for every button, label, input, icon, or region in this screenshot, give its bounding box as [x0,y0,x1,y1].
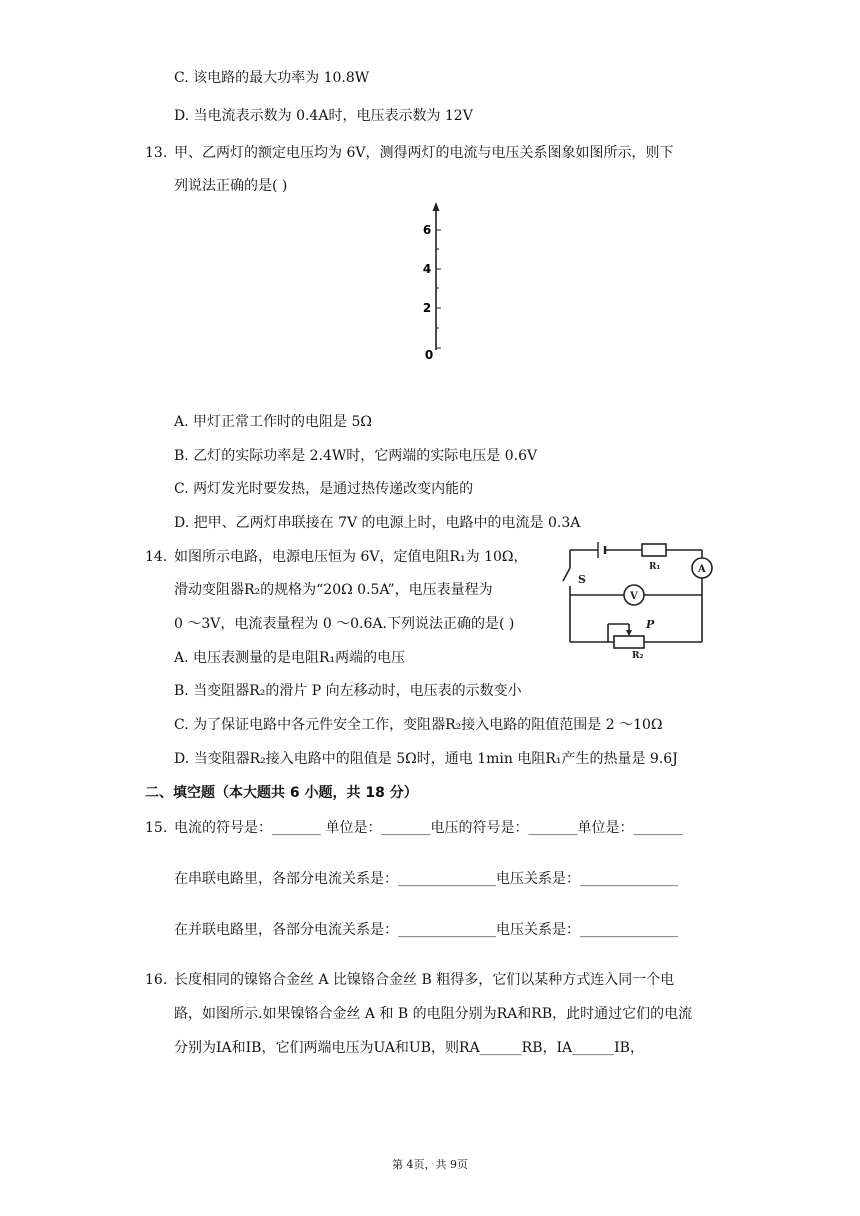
q14-option-b: B. 当变阻器R₂的滑片 P 向左移动时，电压表的示数变小 [174,683,522,699]
q13-option-b: B. 乙灯的实际功率是 2.4W时，它两端的实际电压是 0.6V [174,448,538,464]
switch-label: S [578,573,586,586]
question-13-stem-line2: 列说法正确的是( ) [174,178,288,194]
q14-option-d: D. 当变阻器R₂接入电路中的阻值是 5Ω时，通电 1min 电阻R₁产生的热量是 9.6J [174,751,678,767]
question-15-line3: 在并联电路里，各部分电流关系是：______________电压关系是：______________ [174,922,678,938]
question-16-line3: 分别为IA和IB，它们两端电压为UA和UB，则RA______RB，IA______IB， [174,1040,644,1056]
r2-label: R₂ [632,651,644,658]
r1-label: R₁ [649,562,661,572]
graph-tick-label: 6 [422,223,432,237]
q12-option-d: D. 当电流表示数为 0.4A时，电压表示数为 12V [174,108,473,124]
slider-p-label: P [646,618,655,631]
q13-option-c: C. 两灯发光时要发热，是通过热传递改变内能的 [174,481,474,497]
q13-option-a: A. 甲灯正常工作时的电阻是 5Ω [174,414,372,430]
q13-option-d: D. 把甲、乙两灯串联接在 7V 的电源上时，电路中的电流是 0.3A [174,515,581,531]
section-heading-fill-in: 二、填空题（本大题共 6 小题，共 18 分） [145,785,418,801]
question-15-number: 15. [145,820,168,836]
q12-option-c: C. 该电路的最大功率为 10.8W [174,70,370,86]
question-15-line1: 电流的符号是：_______ 单位是：_______电压的符号是：_______单位是：_______ [174,820,683,836]
question-13-number: 13. [145,145,168,161]
graph-axis-arrow [433,202,440,211]
question-16-number: 16. [145,972,168,988]
q14-option-c: C. 为了保证电路中各元件安全工作，变阻器R₂接入电路的阻值范围是 2 ～10Ω [174,717,663,733]
page-footer: 第 4页，共 9页 [392,1158,468,1171]
question-13-stem-line1: 甲、乙两灯的额定电压均为 6V，测得两灯的电流与电压关系图象如图所示，则下 [174,145,674,161]
rheostat-r2 [614,636,644,648]
ammeter-label: A [698,564,706,575]
question-14-stem-line3: 0 ～3V，电流表量程为 0 ～0.6A.下列说法正确的是( ) [174,616,515,632]
question-14-number: 14. [145,549,168,565]
circuit-diagram [558,538,718,658]
graph-tick-label: 2 [422,301,432,315]
question-15-line2: 在串联电路里，各部分电流关系是：______________电压关系是：______________ [174,871,678,887]
question-14-stem-line1: 如图所示电路，电源电压恒为 6V，定值电阻R₁为 10Ω， [174,549,528,565]
question-16-line2: 路，如图所示.如果镍铬合金丝 A 和 B 的电阻分别为RA和RB，此时通过它们的电流 [174,1006,693,1022]
switch-blade [563,568,570,581]
current-voltage-graph [412,200,452,370]
voltmeter-label: V [630,591,638,602]
question-14-stem-line2: 滑动变阻器R₂的规格为“20Ω 0.5A”，电压表量程为 [174,582,493,598]
slider-arrow-head [626,630,632,636]
graph-tick-label: 4 [422,262,432,276]
graph-tick-label: 0 [424,348,434,362]
resistor-r1 [642,544,666,556]
question-16-line1: 长度相同的镍铬合金丝 A 比镍铬合金丝 B 粗得多，它们以某种方式连入同一个电 [174,972,675,988]
q14-option-a: A. 电压表测量的是电阻R₁两端的电压 [174,650,406,666]
